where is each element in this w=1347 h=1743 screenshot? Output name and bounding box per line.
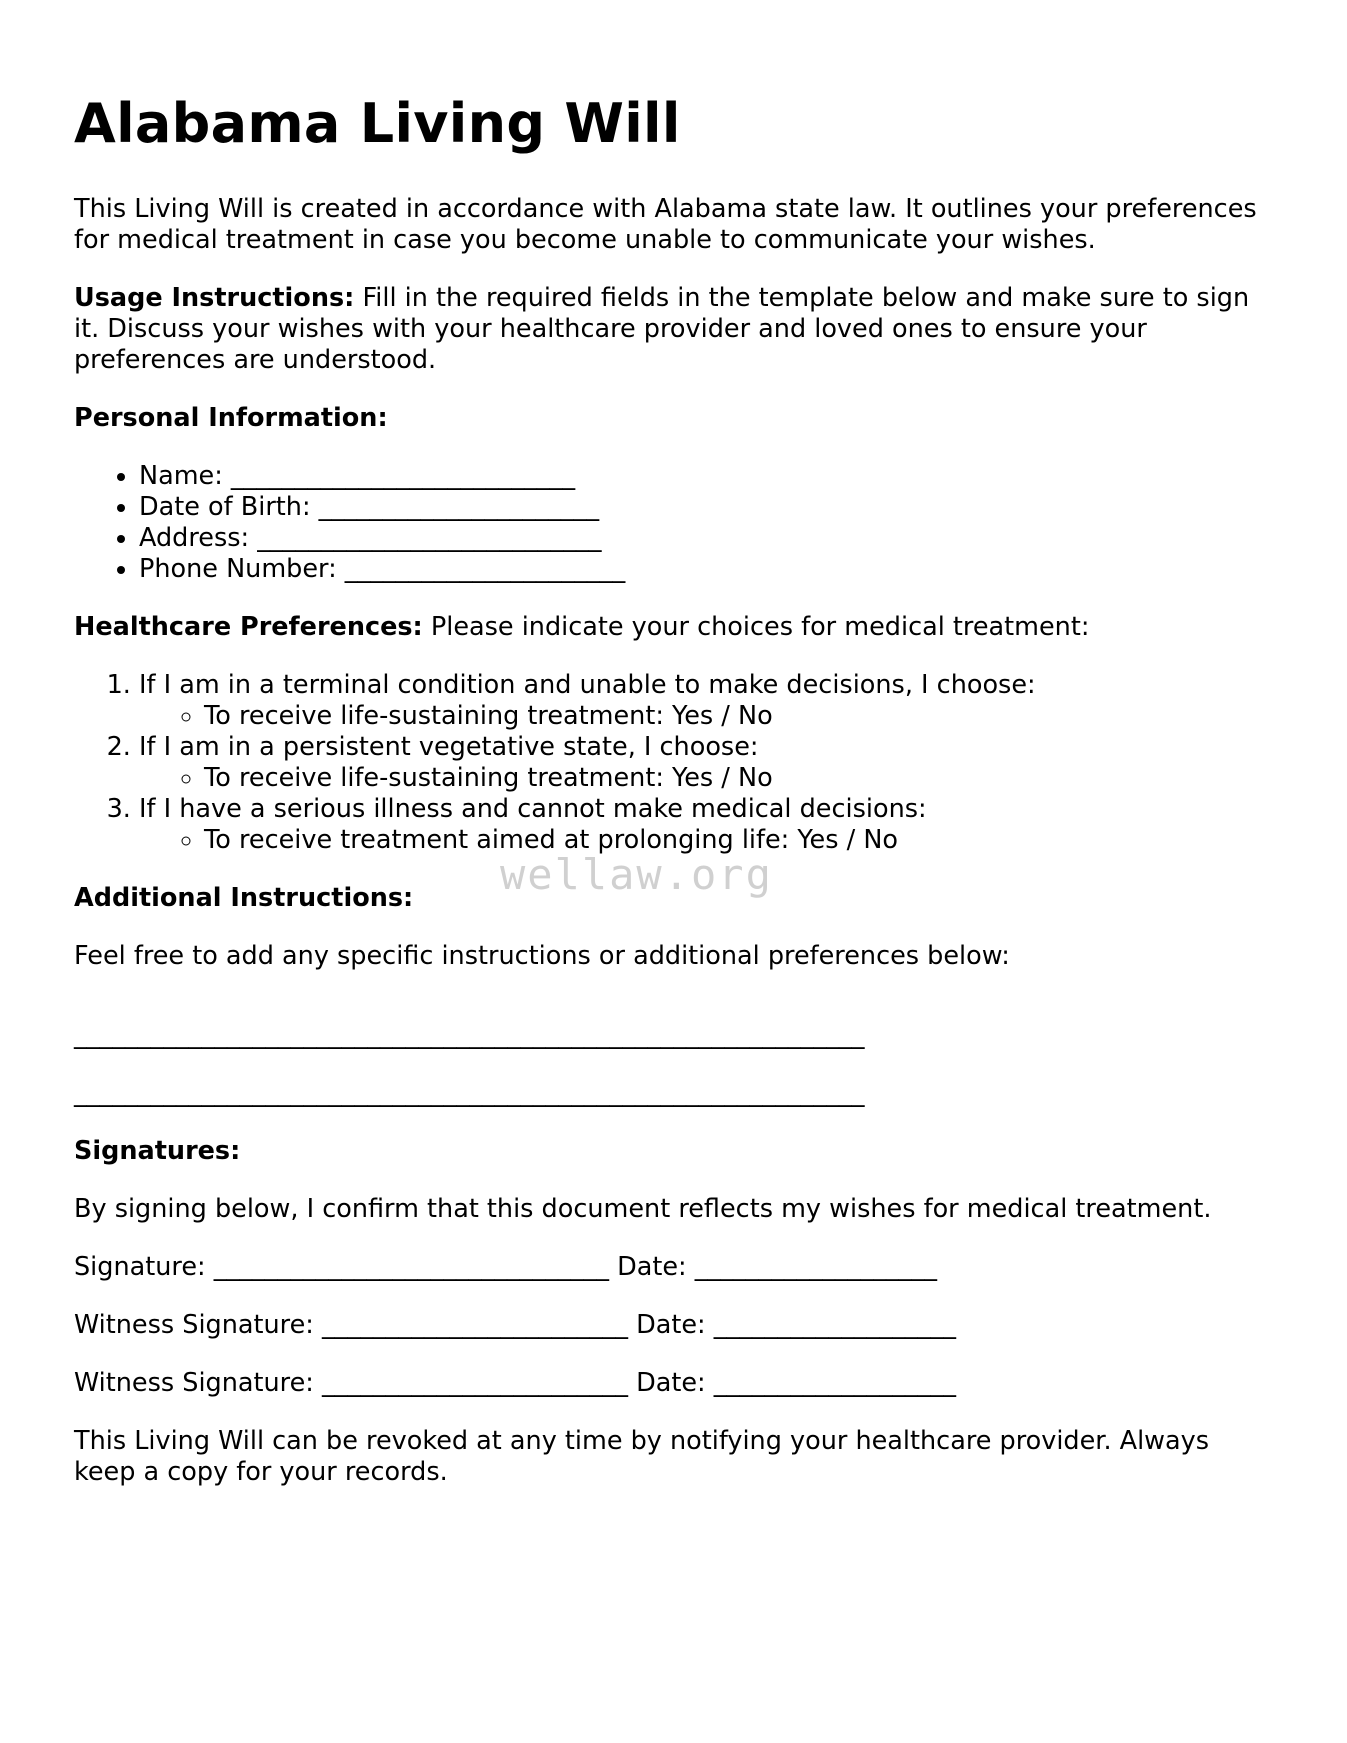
healthcare-label: Healthcare Preferences: [74, 612, 423, 642]
healthcare-item [139, 670, 1274, 732]
witness-signature-row: Witness Signature: ________________________ Date: ___________________ [74, 1310, 956, 1340]
usage-text: Fill in the required fields in the template below and make sure to sign it. Discuss your wishes with your healthcare provider and loved ones to ensure your preferences are understood. [74, 283, 1250, 375]
personal-field-dob: • Date of Birth: ______________________ [139, 492, 1274, 523]
personal-field-address: • Address: ___________________________ [139, 523, 1274, 554]
intro-paragraph: This Living Will is created in accordance with Alabama state law. It outlines your preferences for medical treatment in case you become unable to communicate your wishes. [74, 194, 1257, 255]
healthcare-item-text: If I am in a terminal condition and unable to make decisions, I choose: [139, 670, 1036, 700]
personal-field-name: • Name: ___________________________ [139, 461, 1274, 492]
additional-instructions-text: Feel free to add any specific instructions or additional preferences below: [74, 941, 1010, 971]
personal-field-phone: • Phone Number: ______________________ [139, 554, 1274, 585]
additional-line-2: ______________________________________________________________ [74, 1078, 865, 1108]
healthcare-item-text: If I have a serious illness and cannot make medical decisions: [139, 794, 927, 824]
witness-signature-row: Witness Signature: ________________________ Date: ___________________ [74, 1368, 956, 1398]
healthcare-subitem: ◦ To receive life-sustaining treatment: Yes / No [204, 701, 1274, 732]
healthcare-sublist [139, 763, 1274, 794]
healthcare-sublist [139, 825, 1274, 856]
watermark: wellaw.org [500, 850, 773, 899]
healthcare-sublist [139, 701, 1274, 732]
healthcare-item [139, 732, 1274, 794]
page-title: Alabama Living Will [74, 92, 681, 155]
healthcare-item-text: If I am in a persistent vegetative state, I choose: [139, 732, 759, 762]
signatures-text: By signing below, I confirm that this document reflects my wishes for medical treatment. [74, 1194, 1212, 1224]
additional-line-1: ______________________________________________________________ [74, 1020, 865, 1050]
healthcare-subitem: ◦ To receive treatment aimed at prolonging life: Yes / No [204, 825, 1274, 856]
healthcare-preferences [74, 612, 1274, 643]
additional-instructions-heading: Additional Instructions: [74, 883, 414, 913]
healthcare-list [74, 670, 1274, 856]
signatures-heading: Signatures: [74, 1136, 241, 1166]
healthcare-text: Please indicate your choices for medical treatment: [422, 612, 1090, 642]
footer-note: This Living Will can be revoked at any time by notifying your healthcare provider. Always keep a copy for your records. [74, 1426, 1210, 1487]
signature-row: Signature: _______________________________ Date: ___________________ [74, 1252, 937, 1282]
personal-info-heading: Personal Information: [74, 403, 388, 433]
healthcare-item [139, 794, 1274, 856]
usage-label: Usage Instructions: [74, 283, 355, 313]
usage-instructions [74, 283, 1274, 376]
personal-info-list [74, 461, 1274, 585]
healthcare-subitem: ◦ To receive life-sustaining treatment: Yes / No [204, 763, 1274, 794]
document-page [74, 92, 1274, 1515]
